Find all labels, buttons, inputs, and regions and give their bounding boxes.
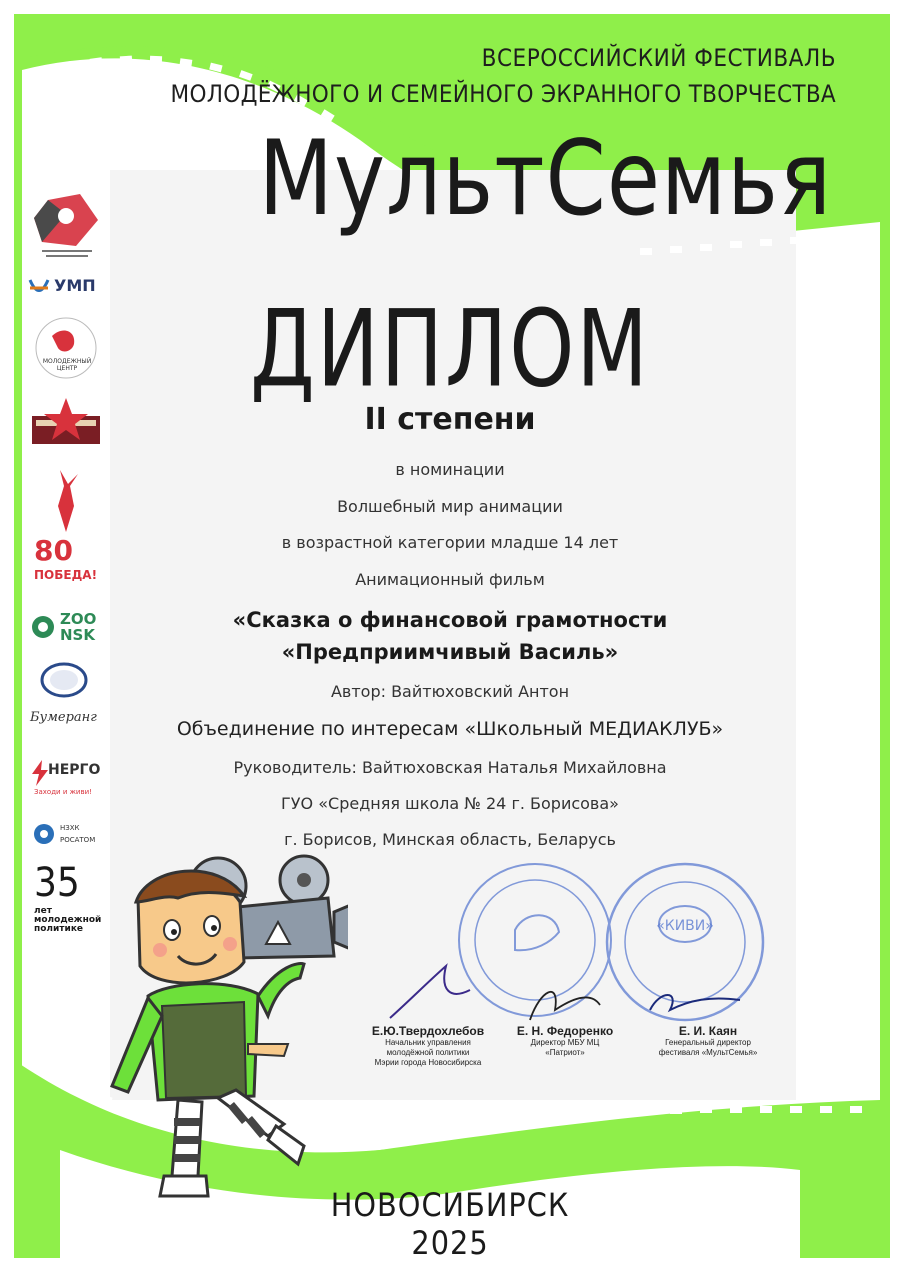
victory-text: ПОБЕДА! (34, 568, 98, 582)
film-title-line1: «Сказка о финансовой грамотности (232, 608, 668, 632)
cartoon-boy-camera-illustration (108, 846, 348, 1206)
ump-text: УМП (54, 276, 96, 295)
school-line: ГУО «Средняя школа № 24 г. Борисова» (281, 794, 619, 813)
youth-policy-line2: молодежной (34, 915, 102, 925)
victory-80-number: 80 (34, 534, 73, 567)
diploma-title: ДИПЛОМ (250, 287, 650, 412)
signature-3-role-2: фестиваля «МультСемья» (658, 1048, 758, 1057)
energo-slogan: Заходи и живи! (34, 788, 92, 796)
nzhk-rosatom-logo (28, 822, 104, 852)
motherland-statue-icon (28, 466, 104, 536)
nomination-intro: в номинации (395, 460, 505, 479)
signature-block-3 (638, 1024, 778, 1058)
youth-policy-number: 35 (34, 860, 80, 906)
oval-emblem-logo (28, 660, 104, 700)
club-line: Объединение по интересам «Школьный МЕДИАКЛУБ» (176, 718, 724, 740)
rosatom-text: РОСАТОМ (60, 836, 96, 844)
ump-logo (28, 274, 104, 300)
signature-1-name: Е.Ю.Твердохлебов (371, 1024, 485, 1038)
leader-line: Руководитель: Вайтюховская Наталья Михайловна (233, 758, 667, 777)
energo-bolt-icon (32, 760, 48, 786)
youth-policy-line3: политике (34, 924, 84, 934)
footer-city-year: НОВОСИБИРСК 2025 (330, 1186, 570, 1262)
signature-2-name: Е. Н. Федоренко (516, 1024, 614, 1038)
memorial-logo (28, 392, 104, 448)
city-line: г. Борисов, Минская область, Беларусь (284, 830, 616, 849)
festival-header-line1: ВСЕРОССИЙСКИЙ ФЕСТИВАЛЬ (481, 44, 836, 72)
youth-center-text: МОЛОДЕЖНЫЙ ЦЕНТР (42, 358, 92, 372)
signature-scribbles (380, 960, 800, 1030)
rosatom-icon (32, 822, 56, 846)
signature-3-role-1: Генеральный директор (665, 1038, 751, 1047)
nzhk-text: НЗХК (60, 824, 80, 832)
signature-1-role-3: Мэрии города Новосибирска (374, 1058, 482, 1067)
film-title (140, 604, 760, 668)
signature-block-2 (505, 1024, 625, 1058)
festival-brand-title: МультСемья (258, 118, 832, 239)
boomerang-logo (28, 710, 104, 732)
victory-80-logo (28, 534, 104, 586)
signature-2-role-1: Директор МБУ МЦ (530, 1038, 600, 1047)
work-type: Анимационный фильм (355, 570, 545, 589)
signature-3-name: Е. И. Каян (678, 1024, 738, 1038)
signature-block-1 (358, 1024, 498, 1068)
boomerang-text: Бумеранг (30, 710, 97, 725)
author-line: Автор: Вайтюховский Антон (330, 682, 570, 701)
zoo-emblem-icon (30, 614, 56, 640)
stamp-kivi-text: «КИВИ» (656, 918, 714, 934)
zoo-nsk-logo (28, 610, 104, 644)
signature-1-role-2: молодёжной политики (386, 1048, 470, 1057)
nomination-name: Волшебный мир анимации (337, 497, 563, 516)
youth-policy-35-logo (28, 860, 104, 934)
signature-1-role-1: Начальник управления (385, 1038, 471, 1047)
ministry-logo (28, 190, 104, 260)
festival-header-line2: МОЛОДЁЖНОГО И СЕМЕЙНОГО ЭКРАННОГО ТВОРЧЕСТВА (170, 80, 836, 108)
youth-policy-line1: лет (34, 906, 52, 916)
film-title-line2: «Предприимчивый Василь» (281, 640, 619, 664)
age-category: в возрастной категории младше 14 лет (281, 533, 619, 552)
zoo-text: ZOO (60, 610, 97, 628)
nsk-text: NSK (60, 626, 95, 644)
ump-emblem-icon (28, 276, 50, 298)
signature-2-role-2: «Патриот» (545, 1048, 585, 1057)
energo-logo (28, 758, 104, 802)
energo-text: НЕРГО (48, 762, 101, 778)
diploma-degree: II степени (364, 402, 536, 437)
